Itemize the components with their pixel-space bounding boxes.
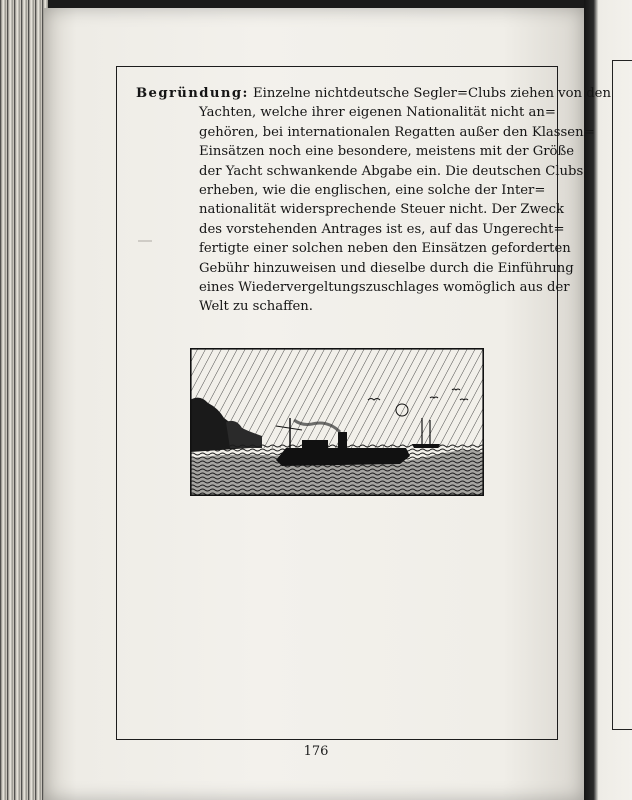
paragraph-line-8: des vorstehenden Antrages ist es, auf das Ungerecht= bbox=[199, 221, 565, 237]
book-spine bbox=[0, 0, 48, 800]
paragraph-line-1: Begründung: Einzelne nichtdeutsche Segler=Clubs ziehen von den bbox=[136, 86, 611, 101]
paragraph-line-9: fertigte einer solchen neben den Einsätzen geforderten bbox=[199, 241, 571, 257]
paragraph bbox=[136, 84, 611, 317]
paragraph-line-7: nationalität widersprechende Steuer nicht. Der Zweck bbox=[199, 202, 564, 218]
paragraph-line-5: der Yacht schwankende Abgabe ein. Die deutschen Clubs bbox=[199, 163, 584, 179]
paragraph-line-2: Yachten, welche ihrer eigenen Nationalität nicht an= bbox=[199, 105, 556, 121]
steamship-engraving bbox=[190, 348, 484, 496]
paragraph-line-11: eines Wiedervergeltungszuschlages womöglich aus der bbox=[199, 280, 570, 296]
paragraph-line-6: erheben, wie die englischen, eine solche der Inter= bbox=[199, 183, 546, 199]
paragraph-lead: Begründung: bbox=[136, 86, 249, 101]
page-number: 176 bbox=[303, 744, 329, 759]
paragraph-line-4: Einsätzen noch eine besondere, meistens mit der Größe bbox=[199, 144, 575, 160]
facing-page-frame bbox=[612, 60, 632, 730]
paragraph-line-10: Gebühr hinzuweisen und dieselbe durch die Einführung bbox=[199, 260, 574, 276]
paragraph-line-3: gehören, bei internationalen Regatten außer den Klassen= bbox=[199, 124, 595, 140]
paragraph-line-12: Welt zu schaffen. bbox=[199, 299, 313, 315]
